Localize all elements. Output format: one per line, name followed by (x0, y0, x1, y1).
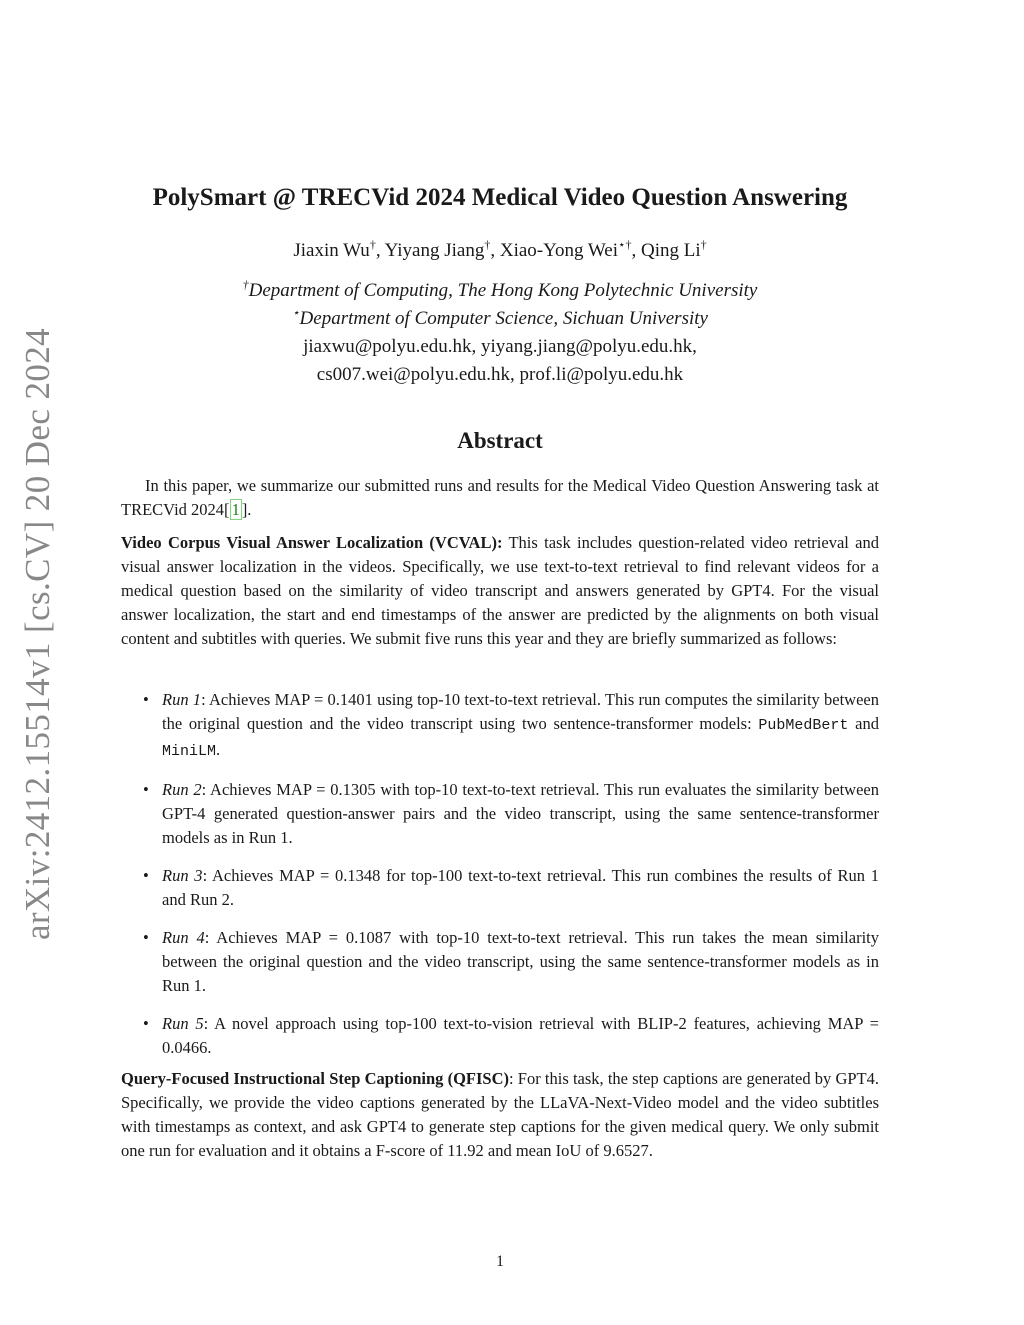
vcval-heading: Video Corpus Visual Answer Localization (VCVAL): (121, 533, 503, 552)
run-text: : Achieves MAP = 0.1087 with top-10 text-to-text retrieval. This run takes the mean similarity between the original question and the video transcript, using the same sentence-transformer models as in Run 1. (162, 928, 879, 995)
vcval-text: This task includes question-related video retrieval and visual answer localization in the videos. Specifically, we use text-to-text retrieval to find relevant videos for a medical question based on the similarity of video transcript and answers generated by GPT4. For the visual answer localization, the start and end timestamps of the answer are predicted by the alignments on both visual content and subtitles with queries. We submit five runs this year and they are briefly summarized as follows: (121, 533, 879, 648)
run-name: Run 1 (162, 690, 202, 709)
bullet-icon: • (143, 928, 149, 947)
author-name: Jiaxin Wu (293, 240, 370, 261)
qfisc-paragraph (121, 1067, 879, 1163)
email-line-2: cs007.wei@polyu.edu.hk, prof.li@polyu.edu.hk (316, 364, 684, 385)
citation-link[interactable]: 1 (231, 500, 240, 519)
intro-text-end: ]. (241, 500, 252, 519)
list-item (121, 778, 879, 850)
list-item (121, 688, 879, 764)
author-mark: † (700, 237, 707, 252)
abstract-heading: Abstract (457, 428, 543, 453)
affiliation-2 (0, 305, 1000, 330)
affiliation-mark: † (242, 277, 249, 292)
run-name: Run 3 (162, 866, 203, 885)
runs-list (121, 688, 879, 1060)
run-joiner: and (848, 714, 879, 733)
email-line-1: jiaxwu@polyu.edu.hk, yiyang.jiang@polyu.edu.hk, (303, 336, 697, 357)
run-text: : Achieves MAP = 0.1348 for top-100 text-to-text retrieval. This run combines the results of Run 1 and Run 2. (162, 866, 879, 909)
paper-title: PolySmart @ TRECVid 2024 Medical Video Question Answering (152, 184, 848, 211)
affiliation-mark: ⋆ (292, 305, 300, 320)
affiliation-text: Department of Computer Science, Sichuan University (299, 308, 708, 329)
author-name: Xiao-Yong Wei (499, 240, 618, 261)
page-number: 1 (496, 1253, 504, 1270)
arxiv-stamp: arXiv:2412.15514v1 [cs.CV] 20 Dec 2024 (18, 327, 57, 940)
intro-text: In this paper, we summarize our submitted runs and results for the Medical Video Question Answering task at TRECVid 2024[ (121, 476, 879, 519)
run-text: : Achieves MAP = 0.1305 with top-10 text-to-text retrieval. This run evaluates the similarity between GPT-4 generated question-answer pairs and the video transcript, using the same sentence-transformer models as in Run 1. (162, 780, 879, 847)
author-list: Jiaxin Wu†, Yiyang Jiang†, Xiao-Yong Wei⋆†, Qing Li† (293, 237, 707, 261)
model-name: PubMedBert (758, 717, 849, 734)
author-name: Yiyang Jiang (384, 240, 485, 261)
run-text: : A novel approach using top-100 text-to-vision retrieval with BLIP-2 features, achieving MAP = 0.0466. (162, 1014, 879, 1057)
run-name: Run 2 (162, 780, 202, 799)
run-end: . (216, 740, 221, 759)
model-name: MiniLM (162, 743, 217, 760)
bullet-icon: • (143, 690, 149, 709)
vcval-paragraph (121, 531, 879, 651)
run-text: : Achieves MAP = 0.1401 using top-10 text-to-text retrieval. This run computes the similarity between the original question and the video transcript using two sentence-transformer models: (162, 690, 879, 733)
bullet-icon: • (143, 780, 149, 799)
affiliation-1 (0, 277, 1000, 302)
affiliation-text: Department of Computing, The Hong Kong Polytechnic University (248, 280, 758, 301)
qfisc-text: : For this task, the step captions are generated by GPT4. Specifically, we provide the video captions generated by the LLaVA-Next-Video model and the video subtitles with timestamps as context, and ask GPT4 to generate step captions for the given medical query. We only submit one run for evaluation and it obtains a F-score of 11.92 and mean IoU of 9.6527. (121, 1069, 879, 1160)
abstract-intro (121, 474, 879, 522)
author-mark: ⋆† (617, 237, 632, 252)
list-item (121, 1012, 879, 1060)
qfisc-heading: Query-Focused Instructional Step Captioning (QFISC) (121, 1069, 510, 1088)
author-name: Qing Li (641, 240, 701, 261)
bullet-icon: • (143, 866, 149, 885)
list-item (121, 926, 879, 998)
author-mark: † (484, 237, 491, 252)
run-name: Run 5 (162, 1014, 204, 1033)
run-name: Run 4 (162, 928, 205, 947)
author-mark: † (369, 237, 376, 252)
bullet-icon: • (143, 1014, 149, 1033)
list-item (121, 864, 879, 912)
